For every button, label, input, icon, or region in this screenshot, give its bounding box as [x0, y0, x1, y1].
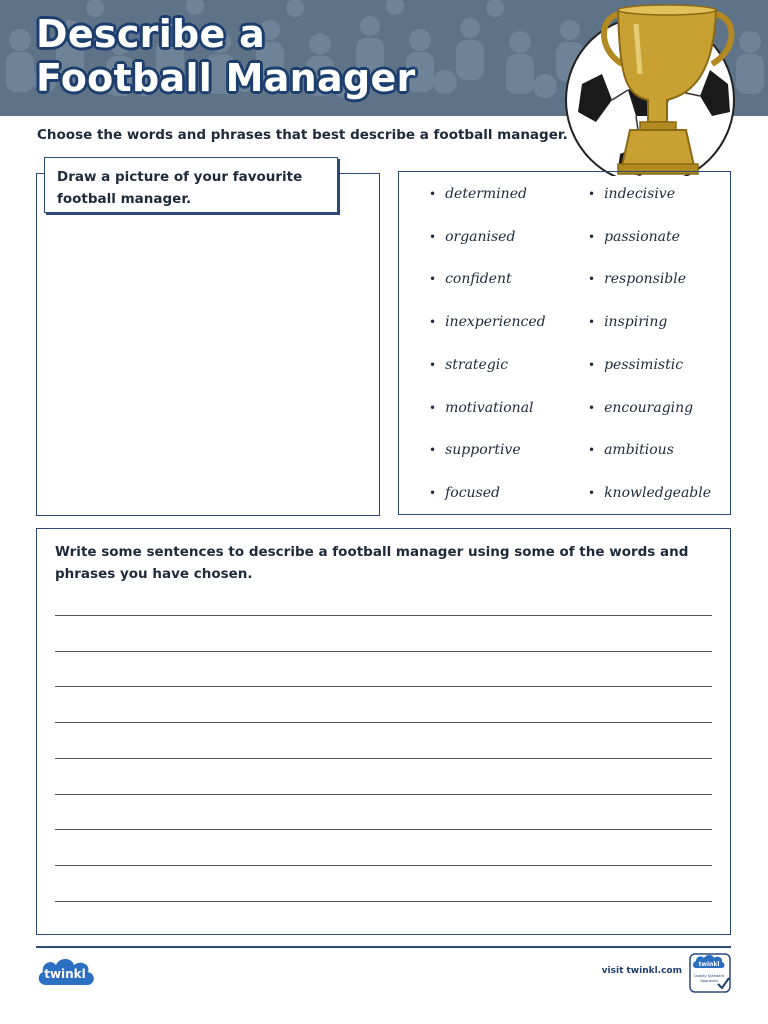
word-text: indecisive — [604, 186, 675, 202]
writing-line[interactable] — [55, 794, 712, 795]
word-option[interactable] — [429, 357, 508, 373]
word-option[interactable] — [429, 229, 515, 245]
bullet-icon: • — [588, 443, 596, 458]
word-option[interactable] — [588, 400, 693, 416]
word-option[interactable] — [588, 357, 683, 373]
word-text: pessimistic — [604, 356, 684, 373]
bullet-icon: • — [588, 272, 596, 287]
word-option[interactable] — [588, 271, 686, 287]
word-bank-list — [399, 172, 730, 514]
writing-line[interactable] — [55, 758, 712, 759]
quality-badge-icon — [688, 952, 732, 994]
footer-divider — [36, 946, 731, 948]
word-option[interactable] — [588, 442, 674, 458]
word-text: organised — [445, 228, 516, 245]
word-option[interactable] — [429, 485, 500, 501]
football-trophy-icon — [560, 4, 750, 176]
writing-line[interactable] — [55, 901, 712, 902]
writing-area[interactable] — [36, 528, 731, 935]
word-text: inspiring — [604, 314, 668, 331]
badge-line-1: Quality Standard — [693, 974, 725, 978]
word-option[interactable] — [588, 314, 667, 330]
word-option[interactable] — [429, 442, 521, 458]
word-text: strategic — [445, 356, 509, 373]
writing-line[interactable] — [55, 651, 712, 652]
word-text: motivational — [445, 399, 534, 416]
word-text: determined — [445, 186, 527, 202]
word-bank — [398, 171, 731, 515]
word-text: knowledgeable — [604, 484, 712, 501]
word-option[interactable] — [588, 186, 675, 202]
writing-line[interactable] — [55, 686, 712, 687]
bullet-icon: • — [588, 187, 596, 201]
word-text: inexperienced — [445, 314, 546, 331]
word-option[interactable] — [429, 314, 546, 330]
writing-line[interactable] — [55, 615, 712, 616]
bullet-icon: • — [429, 187, 437, 201]
bullet-icon: • — [429, 229, 437, 244]
bullet-icon: • — [588, 485, 596, 500]
word-option[interactable] — [429, 271, 512, 287]
bullet-icon: • — [588, 357, 596, 372]
word-option[interactable] — [429, 186, 527, 202]
word-text: focused — [445, 484, 500, 501]
twinkl-logo[interactable] — [36, 955, 98, 989]
logo-text: twinkl — [44, 967, 86, 981]
drawing-prompt: Draw a picture of your favourite football manager. — [44, 157, 338, 213]
title-line-1: Describe a — [36, 12, 266, 56]
badge-title: twinkl — [698, 961, 720, 968]
word-text: confident — [445, 271, 512, 288]
bullet-icon: • — [429, 400, 437, 415]
visit-link[interactable]: visit twinkl.com — [601, 966, 682, 976]
title-line-2: Football Manager — [36, 56, 416, 100]
page-title — [36, 12, 416, 100]
word-text: ambitious — [604, 442, 674, 459]
writing-line[interactable] — [55, 722, 712, 723]
word-option[interactable] — [429, 400, 534, 416]
drawing-area[interactable] — [36, 173, 380, 516]
writing-line[interactable] — [55, 829, 712, 830]
bullet-icon: • — [588, 315, 596, 330]
bullet-icon: • — [429, 357, 437, 372]
word-option[interactable] — [588, 485, 711, 501]
bullet-icon: • — [429, 315, 437, 330]
badge-line-2: Approved — [700, 979, 718, 983]
bullet-icon: • — [429, 485, 437, 500]
word-text: supportive — [445, 442, 521, 459]
bullet-icon: • — [429, 443, 437, 458]
word-option[interactable] — [588, 229, 680, 245]
word-text: encouraging — [604, 399, 694, 416]
instruction-text: Choose the words and phrases that best describe a football manager. — [37, 127, 568, 143]
word-text: passionate — [604, 228, 680, 245]
word-text: responsible — [604, 271, 687, 288]
writing-prompt: Write some sentences to describe a football manager using some of the words and phrases you have chosen. — [55, 544, 689, 582]
bullet-icon: • — [429, 272, 437, 287]
bullet-icon: • — [588, 400, 596, 415]
bullet-icon: • — [588, 229, 596, 244]
writing-line[interactable] — [55, 865, 712, 866]
